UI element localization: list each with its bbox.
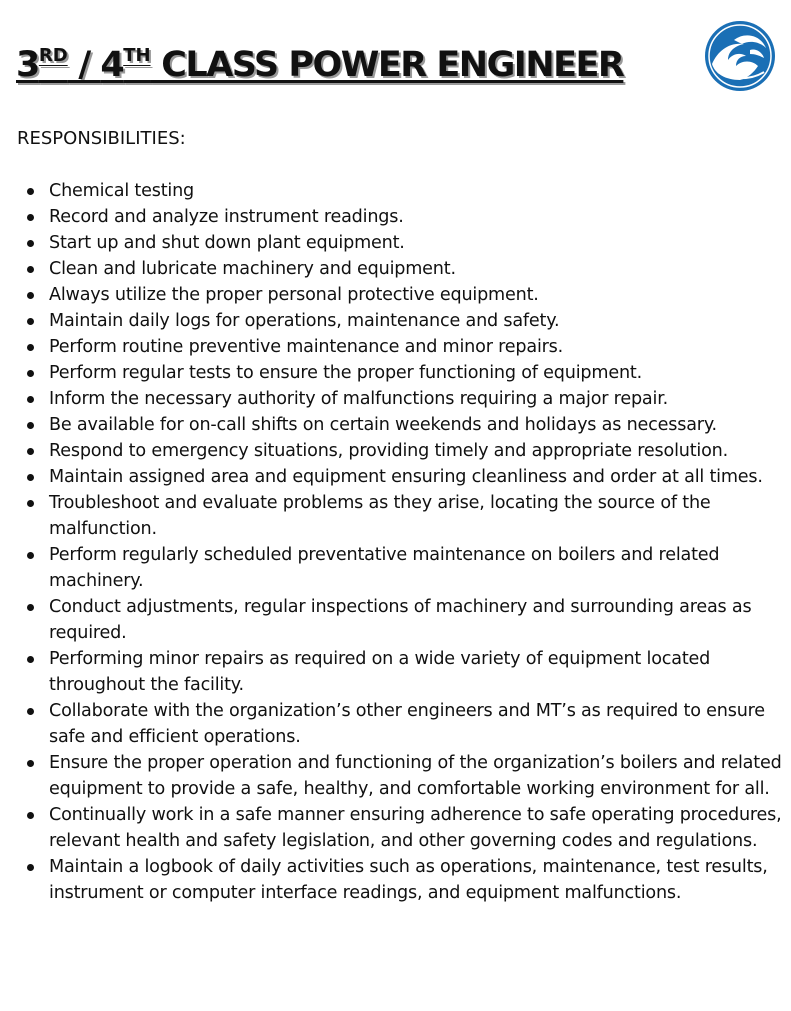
list-item: Inform the necessary authority of malfunctions requiring a major repair. — [17, 386, 782, 412]
list-item: Ensure the proper operation and functioning of the organization’s boilers and related equipment to provide a safe, healthy, and comfortable working environment for all. — [17, 750, 782, 802]
list-item: Be available for on-call shifts on certain weekends and holidays as necessary. — [17, 412, 782, 438]
list-item: Perform regular tests to ensure the proper functioning of equipment. — [17, 360, 782, 386]
list-item: Perform regularly scheduled preventative maintenance on boilers and related machinery. — [17, 542, 782, 594]
list-item: Maintain daily logs for operations, maintenance and safety. — [17, 308, 782, 334]
title-separator: / — [67, 45, 101, 85]
list-item: Continually work in a safe manner ensuring adherence to safe operating procedures, relevant health and safety legislation, and other governing codes and regulations. — [17, 802, 782, 854]
page-title — [16, 26, 623, 95]
list-item: Conduct adjustments, regular inspections of machinery and surrounding areas as required. — [17, 594, 782, 646]
list-item: Respond to emergency situations, providing timely and appropriate resolution. — [17, 438, 782, 464]
list-item: Maintain assigned area and equipment ensuring cleanliness and order at all times. — [17, 464, 782, 490]
list-item: Performing minor repairs as required on a wide variety of equipment located throughout the facility. — [17, 646, 782, 698]
list-item: Collaborate with the organization’s other engineers and MT’s as required to ensure safe and efficient operations. — [17, 698, 782, 750]
title-suffix-rd: RD — [38, 45, 68, 66]
list-item: Clean and lubricate machinery and equipment. — [17, 256, 782, 282]
title-number-4: 4 — [100, 45, 124, 85]
list-item: Troubleshoot and evaluate problems as they arise, locating the source of the malfunction. — [17, 490, 782, 542]
list-item: Always utilize the proper personal protective equipment. — [17, 282, 782, 308]
title-number-3: 3 — [16, 45, 39, 85]
list-item: Maintain a logbook of daily activities such as operations, maintenance, test results, instrument or computer interface readings, and equipment malfunctions. — [17, 854, 782, 906]
list-item: Start up and shut down plant equipment. — [17, 230, 782, 256]
wave-logo-icon — [704, 20, 776, 92]
title-suffix-th: TH — [123, 45, 151, 66]
responsibilities-list — [17, 178, 782, 906]
title-main-text: CLASS POWER ENGINEER — [150, 45, 624, 85]
list-item: Chemical testing — [17, 178, 782, 204]
list-item: Perform routine preventive maintenance and minor repairs. — [17, 334, 782, 360]
section-label: RESPONSIBILITIES: — [17, 128, 186, 149]
list-item: Record and analyze instrument readings. — [17, 204, 782, 230]
